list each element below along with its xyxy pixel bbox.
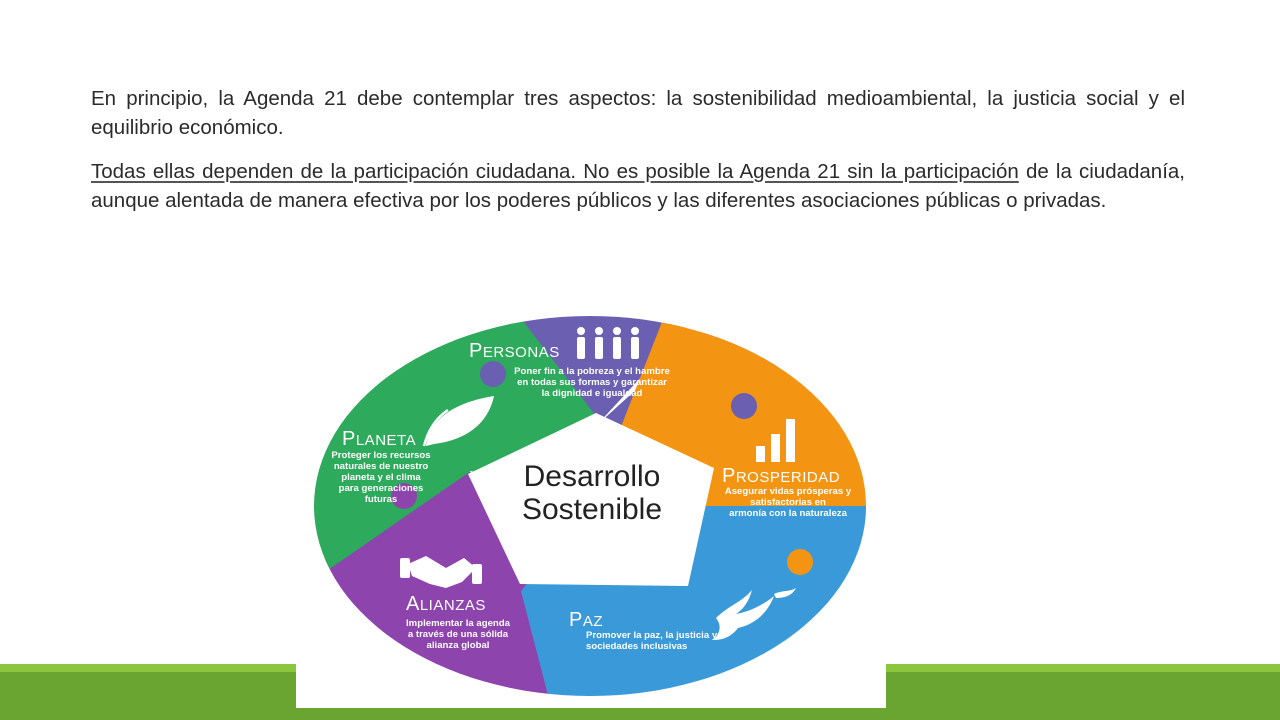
alianzas-desc-2: a través de una sólida: [407, 629, 509, 640]
alianzas-desc-1: Implementar la agenda: [406, 618, 510, 629]
prosperidad-title: PROSPERIDAD: [722, 465, 841, 487]
prosperidad-desc-3: armonía con la naturaleza: [729, 508, 847, 519]
planeta-desc-3: planeta y el clima: [341, 472, 421, 483]
planeta-desc-4: para generaciones: [338, 483, 424, 494]
paragraph-2-rest: de la ciudadanía, aunque alentada de manera efectiva por los poderes públicos y las diferentes asociaciones públicas o privadas.: [91, 160, 1185, 212]
planeta-title: PLANETA: [342, 428, 417, 450]
paragraph-2: [91, 157, 1185, 215]
knob-prosperidad: [731, 393, 757, 419]
knob-personas: [480, 361, 506, 387]
sustainable-development-diagram: [296, 306, 886, 708]
diagram-svg: [296, 306, 886, 708]
knob-alianzas: [551, 645, 577, 671]
personas-desc-2: en todas sus formas y garantizar: [517, 377, 667, 388]
prosperidad-desc-2: satisfactorias en: [750, 497, 826, 508]
planeta-desc-1: Proteger los recursos: [331, 450, 431, 461]
knob-paz: [787, 549, 813, 575]
personas-title: PERSONAS: [469, 340, 560, 362]
paragraph-1: En principio, la Agenda 21 debe contemplar tres aspectos: la sostenibilidad medioambiental, la justicia social y el equilibrio económico.: [91, 87, 1185, 139]
paz-desc-1: Promover la paz, la justicia y: [586, 630, 718, 641]
paragraph-2-underlined: Todas ellas dependen de la participación ciudadana. No es posible la Agenda 21 sin la participación: [91, 160, 1019, 183]
planeta-desc-5: futuras: [364, 494, 398, 505]
paz-desc-2: sociedades inclusivas: [586, 641, 688, 652]
body-text: [91, 84, 1185, 230]
planeta-desc-2: naturales de nuestro: [333, 461, 429, 472]
center-title-line1: Desarrollo: [523, 460, 661, 493]
alianzas-desc-3: alianza global: [426, 640, 490, 651]
personas-desc-1: Poner fin a la pobreza y el hambre: [514, 366, 670, 377]
prosperidad-desc-1: Asegurar vidas prósperas y: [724, 486, 852, 497]
personas-desc-3: la dignidad e igualdad: [541, 388, 643, 399]
center-title-line2: Sostenible: [521, 493, 663, 526]
alianzas-title: ALIANZAS: [406, 593, 486, 615]
paz-title: PAZ: [569, 609, 604, 631]
